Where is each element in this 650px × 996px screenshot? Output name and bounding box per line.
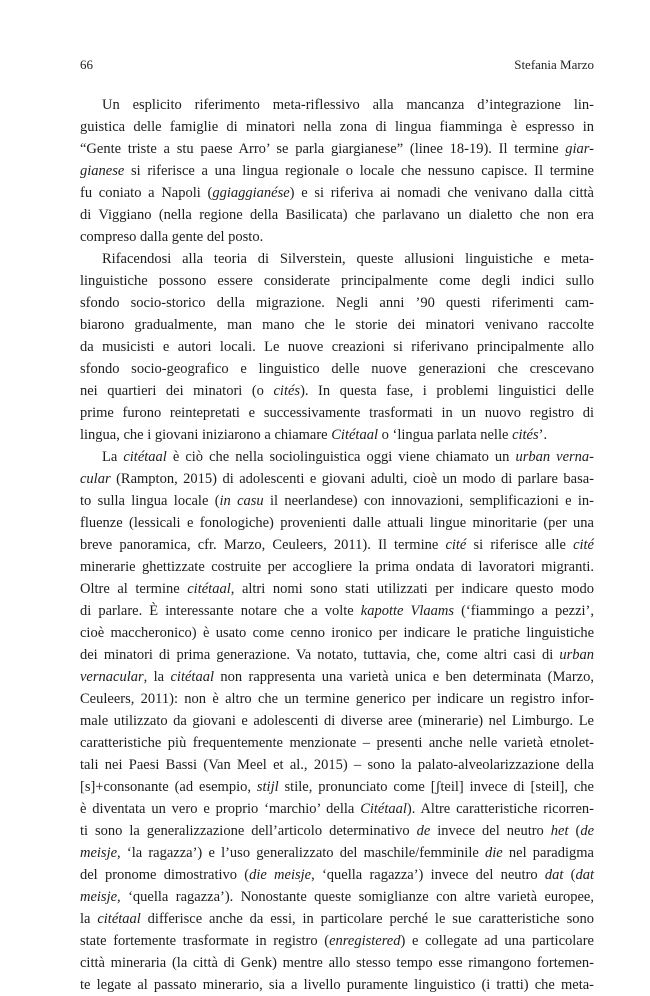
text-line: La citétaal è ciò che nella sociolinguistica oggi viene chiamato un urban verna- <box>102 449 594 465</box>
text-line: tali nei Paesi Bassi (Van Meel et al., 2015) – sono la palato-alveolarizzazione della <box>80 757 594 773</box>
text-line: breve panoramica, cfr. Marzo, Ceuleers, 2011). Il termine cité si riferisce alle cité <box>80 537 594 553</box>
text-line: di Viggiano (nella regione della Basilicata) che parlavano un dialetto che non era <box>80 207 594 223</box>
text-line: è diventata un vero e proprio ‘marchio’ della Citétaal). Altre caratteristiche ricorren- <box>80 801 594 817</box>
text-line: prime furono reintepretati e successivamente trasformati in un nuovo registro di <box>80 405 594 421</box>
text-line: lingua, che i giovani iniziarono a chiamare Citétaal o ‘lingua parlata nelle cités’. <box>80 427 548 443</box>
text-line: di parlare. È interessante notare che a volte kapotte Vlaams (‘fiammingo a pezzi’, <box>80 603 594 619</box>
text-line: linguistiche possono essere considerate principalmente come degli indici sullo <box>80 273 594 289</box>
text-line: dei minatori di prima generazione. Va notato, tuttavia, che, come altri casi di urban <box>80 647 594 663</box>
body-text <box>80 94 594 996</box>
text-line: [s]+consonante (ad esempio, stijl stile, pronunciato come [ʃteil] invece di [steil], che <box>80 779 594 795</box>
text-line: gianese si riferisce a una lingua regionale o locale che nessuno capisce. Il termine <box>80 163 594 179</box>
text-line: fluenze (lessicali e fonologiche) provenienti dalle attuali lingue minoritarie (per una <box>80 515 594 531</box>
text-line: state fortemente trasformate in registro (enregistered) e collegate ad una particolare <box>80 933 594 949</box>
text-line: Rifacendosi alla teoria di Silverstein, queste allusioni linguistiche e meta- <box>102 251 594 267</box>
text-line: sfondo socio-storico della migrazione. Negli anni ’90 questi riferimenti cam- <box>80 295 594 311</box>
text-line: minerarie ghettizzate costruite per accogliere la prima ondata di lavoratori migranti. <box>80 559 594 575</box>
text-line: sfondo socio-geografico e linguistico delle nuove generazioni che crescevano <box>80 361 594 377</box>
running-head-author: Stefania Marzo <box>514 57 594 72</box>
text-line: caratteristiche più frequentemente menzionate – presenti anche nelle varietà etnolet- <box>80 735 594 751</box>
text-line: male utilizzato da giovani e adolescenti di diverse aree (minerarie) nel Limburgo. Le <box>80 713 594 729</box>
text-line: compreso dalla gente del posto. <box>80 229 264 245</box>
page-number: 66 <box>80 57 93 72</box>
text-line: biarono gradualmente, man mano che le storie dei minatori venivano raccolte <box>80 317 594 333</box>
text-line: Ceuleers, 2011): non è altro che un termine generico per indicare un registro infor- <box>80 691 594 707</box>
text-line: to sulla lingua locale (in casu il neerlandese) con innovazioni, semplificazioni e in- <box>80 493 594 509</box>
text-line: del pronome dimostrativo (die meisje, ‘quella ragazza’) invece del neutro dat (dat <box>80 867 594 883</box>
text-line: città mineraria (la città di Genk) mentre allo stesso tempo esse rimangono fortemen- <box>80 955 594 971</box>
text-line: cular (Rampton, 2015) di adolescenti e giovani adulti, cioè un modo di parlare basa- <box>80 471 594 487</box>
text-line: Un esplicito riferimento meta-riflessivo alla mancanza d’integrazione lin- <box>102 97 594 113</box>
text-line: “Gente triste a stu paese Arro’ se parla giargianese” (linee 18-19). Il termine giar- <box>80 141 594 157</box>
text-line: cioè maccheronico) è usato come cenno ironico per indicare le pratiche linguistiche <box>80 625 594 641</box>
text-line: guistica delle famiglie di minatori nella zona di lingua fiamminga è espresso in <box>80 119 594 135</box>
text-line: meisje, ‘la ragazza’) e l’uso generalizzato del maschile/femminile die nel paradigma <box>80 845 594 861</box>
text-line: meisje, ‘quella ragazza’). Nonostante queste somiglianze con altre varietà europee, <box>80 889 594 905</box>
text-line: Oltre al termine citétaal, altri nomi sono stati utilizzati per indicare questo modo <box>80 581 594 597</box>
text-line: te legate al passato minerario, sia a livello puramente linguistico (i tratti) che meta- <box>80 977 594 993</box>
text-line: nei quartieri dei minatori (o cités). In questa fase, i problemi linguistici delle <box>80 383 594 399</box>
text-line: la citétaal differisce anche da essi, in particolare perché le sue caratteristiche sono <box>80 911 594 927</box>
text-line: fu coniato a Napoli (ggiaggianése) e si riferiva ai nomadi che venivano dalla città <box>80 185 594 201</box>
text-line: ti sono la generalizzazione dell’articolo determinativo de invece del neutro het (de <box>80 823 594 839</box>
text-line: da musicisti e autori locali. Le nuove creazioni si riferivano principalmente allo <box>80 339 594 355</box>
page-header <box>80 57 594 77</box>
text-line: vernacular, la citétaal non rappresenta una varietà unica e ben determinata (Marzo, <box>80 669 594 685</box>
